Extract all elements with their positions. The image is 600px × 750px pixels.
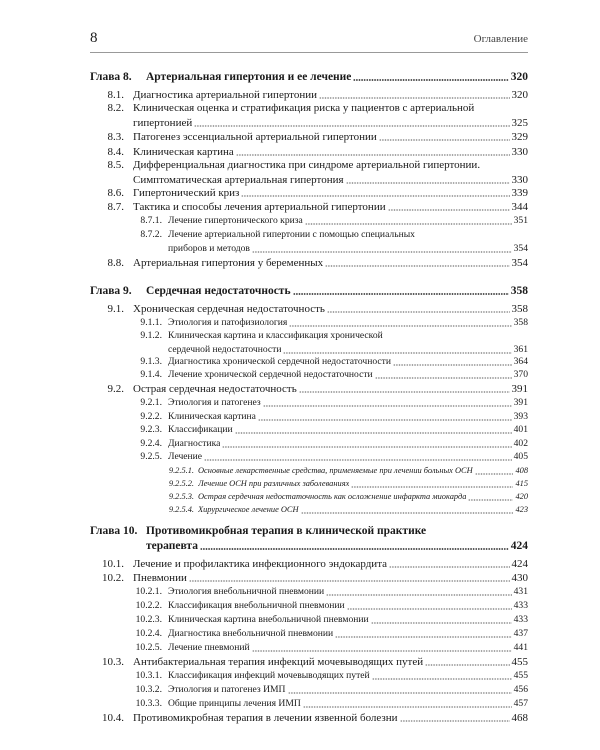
toc-entry[interactable] [168,697,528,711]
toc-entry-title-line: Клиническая оценка и стратификация риска у пациентов с артериальной [133,102,475,114]
dot-leader [468,499,513,501]
entry-title: Классификация внебольничной пневмонии [168,600,345,611]
toc-entry[interactable] [168,683,528,697]
toc-entry[interactable] [133,186,528,200]
toc-entry[interactable] [168,242,528,256]
entry-title: сердечной недостаточности [168,344,282,355]
entry-number: 10.2.3. [135,614,162,625]
page-ref: 402 [513,438,528,449]
toc-entry[interactable] [168,613,528,627]
page-ref: 358 [513,317,528,328]
page-ref: 433 [513,600,528,611]
toc-entry[interactable] [133,88,528,102]
entry-number: 10.3. [102,656,124,668]
entry-number: 8.7. [107,201,124,213]
toc-entry-title-line: Клиническая картина и классификация хронической [168,330,383,341]
dot-leader [299,391,510,393]
page-ref: 358 [511,303,528,315]
entry-number: 9.2.5. [140,451,162,462]
entry-title: Диагностика [168,438,221,449]
page-ref: 441 [513,642,528,653]
chapter-10-heading[interactable] [90,524,426,538]
entry-title: Клиническая картина внебольничной пневмонии [168,614,369,625]
entry-title: Хирургическое лечение ОСН [198,505,299,514]
running-header [90,30,528,48]
chapter-title: Противомикробная терапия в клинической практике [146,525,427,537]
entry-title: Лечение хронической сердечной недостаточности [168,369,373,380]
toc-entry[interactable] [133,173,528,187]
entry-number: 9.2.3. [140,424,162,435]
entry-title: терапевта [146,540,198,552]
entry-number: 10.2.2. [135,600,162,611]
entry-number: 8.7.2. [140,229,162,240]
dot-leader [293,293,509,295]
entry-number: 8.5. [107,159,124,171]
dot-leader [305,223,512,225]
dot-leader [475,473,514,475]
entry-number: 10.4. [102,712,124,724]
entry-title: Сердечная недостаточность [146,285,291,297]
entry-number: 9.1.4. [140,369,162,380]
dot-leader [236,154,510,156]
page-ref: 354 [511,257,528,269]
toc-entry[interactable] [133,382,528,396]
entry-number: 9.2. [107,383,124,395]
toc-entry[interactable] [168,437,528,451]
dot-leader [353,79,508,81]
toc-entry[interactable] [133,711,528,725]
toc-entry-title-line: Лечение артериальной гипертонии с помощью специальных [168,229,415,240]
entry-title: Лечение [168,451,203,462]
entry-number: 10.2. [102,572,124,584]
page-ref: 391 [513,397,528,408]
page-ref: 370 [513,369,528,380]
page-ref: 320 [510,71,528,83]
entry-title: Лечение гипертонического криза [168,215,303,226]
entry-number: 8.3. [107,131,124,143]
dot-leader [235,432,512,434]
entry-title: Противомикробная терапия в лечении язвенной болезни [133,712,398,724]
toc-entry[interactable] [133,145,528,159]
page-ref: 329 [511,131,528,143]
page-number: 8 [90,30,98,46]
dot-leader [389,566,509,568]
entry-number: 9.2.2. [140,411,162,422]
toc-entry[interactable] [133,655,528,669]
entry-title: Гипертонический криз [133,187,240,199]
page-ref: 391 [511,383,528,395]
entry-title: Диагностика артериальной гипертонии [133,89,317,101]
entry-title: Этиология внебольничной пневмонии [168,586,325,597]
entry-title: Этиология и патогенез [168,397,261,408]
entry-number: 9.1.3. [140,356,162,367]
dot-leader [372,678,512,680]
entry-title: Лечение и профилактика инфекционного эндокардита [133,558,388,570]
entry-number: 10.3.3. [135,698,162,709]
dot-leader [252,650,512,652]
toc-entry[interactable] [198,503,528,517]
entry-number: 9.2.5.3. [168,492,194,501]
page-ref: 455 [513,670,528,681]
entry-number: 9.1.1. [140,317,162,328]
entry-number: 8.4. [107,146,124,158]
toc-entry[interactable] [168,627,528,641]
page-ref: 330 [511,146,528,158]
toc-entry[interactable] [133,116,528,130]
page-ref: 431 [513,586,528,597]
header-rule [90,52,528,53]
dot-leader [303,706,512,708]
dot-leader [263,405,512,407]
entry-title: Классификации [168,424,233,435]
entry-number: 10.2.4. [135,628,162,639]
dot-leader [289,325,511,327]
entry-title: Классификация инфекций мочевыводящих путей [168,670,370,681]
dot-leader [400,720,510,722]
entry-title: гипертонией [133,117,193,129]
entry-title: Антибактериальная терапия инфекций мочевыводящих путей [133,656,424,668]
toc-entry[interactable] [168,641,528,655]
entry-number: 8.7.1. [140,215,162,226]
toc-entry-title-line: Дифференциальная диагностика при синдроме артериальной гипертонии. [133,159,481,171]
chapter-label: Глава 9. [90,285,132,297]
chapter-label: Глава 8. [90,71,132,83]
dot-leader [347,608,512,610]
page-ref: 405 [513,451,528,462]
page-ref: 358 [510,285,528,297]
page-ref: 456 [513,684,528,695]
entry-number: 9.2.4. [140,438,162,449]
entry-title: Лечение пневмоний [168,642,250,653]
page-ref: 344 [511,201,528,213]
toc-entry[interactable] [168,599,528,613]
entry-number: 8.2. [107,102,124,114]
toc-entry[interactable] [198,464,528,478]
dot-leader [252,251,512,253]
page-ref: 320 [511,89,528,101]
entry-number: 8.8. [107,257,124,269]
page-ref: 424 [511,558,528,570]
entry-title: Основные лекарственные средства, применяемые при лечении больных ОСН [198,466,473,475]
page-ref: 393 [513,411,528,422]
entry-title: Острая сердечная недостаточность как осложнение инфаркта миокарда [198,492,467,501]
dot-leader [288,692,512,694]
dot-leader [346,182,510,184]
dot-leader [204,459,512,461]
page-ref: 325 [511,117,528,129]
entry-title: Диагностика хронической сердечной недостаточности [168,356,391,367]
entry-title: Этиология и патогенез ИМП [168,684,286,695]
page-ref: 361 [513,344,528,355]
page-ref: 364 [513,356,528,367]
entry-number: 10.3.2. [135,684,162,695]
page-ref: 408 [515,466,528,475]
entry-number: 9.1.2. [140,330,162,341]
toc-entry[interactable] [168,423,528,437]
entry-title: Хроническая сердечная недостаточность [133,303,325,315]
entry-title: Клиническая картина [133,146,234,158]
dot-leader [371,622,512,624]
toc-entry[interactable] [133,571,528,585]
page-ref: 430 [511,572,528,584]
page-ref: 339 [511,187,528,199]
page-ref: 457 [513,698,528,709]
entry-title: Клиническая картина [168,411,256,422]
dot-leader [325,265,509,267]
dot-leader [189,580,510,582]
entry-title: Артериальная гипертония и ее лечение [146,71,352,83]
toc-entry[interactable] [198,477,528,491]
page-ref: 455 [511,656,528,668]
dot-leader [194,125,509,127]
toc-entry[interactable] [168,410,528,424]
entry-number: 10.2.1. [135,586,162,597]
entry-number: 9.1. [107,303,124,315]
dot-leader [241,195,509,197]
entry-title: Симптоматическая артериальная гипертония [133,174,344,186]
page-ref: 468 [511,712,528,724]
entry-number: 9.2.5.4. [168,505,194,514]
dot-leader [258,419,512,421]
chapter-8-heading[interactable] [90,70,528,84]
page-ref: 420 [515,492,528,501]
entry-number: 10.3.1. [135,670,162,681]
dot-leader [375,377,512,379]
page-ref: 351 [513,215,528,226]
dot-leader [351,486,513,488]
dot-leader [200,548,509,550]
page-ref: 354 [513,243,528,254]
toc-entry[interactable] [133,557,528,571]
toc-entry[interactable] [133,256,528,270]
page-ref: 330 [511,174,528,186]
dot-leader [335,636,511,638]
toc-entry[interactable] [133,200,528,214]
entry-title: Лечение ОСН при различных заболеваниях [198,479,350,488]
entry-title: Диагностика внебольничной пневмонии [168,628,334,639]
page-ref: 415 [515,479,528,488]
dot-leader [327,311,510,313]
toc-entry[interactable] [168,669,528,683]
running-header-title: Оглавление [473,33,528,45]
toc-entry[interactable] [168,368,528,382]
dot-leader [425,664,509,666]
entry-title: Этиология и патофизиология [168,317,288,328]
entry-number: 10.2.5. [135,642,162,653]
entry-title: Общие принципы лечения ИМП [168,698,301,709]
toc-entry[interactable] [133,130,528,144]
entry-title: Тактика и способы лечения артериальной гипертонии [133,201,386,213]
toc-entry[interactable] [168,396,528,410]
entry-number: 9.2.5.2. [168,479,194,488]
toc-entry[interactable] [133,302,528,316]
dot-leader [388,209,510,211]
page-ref: 424 [510,540,528,552]
entry-title: приборов и методов [168,243,250,254]
dot-leader [319,97,510,99]
dot-leader [222,446,511,448]
dot-leader [379,139,510,141]
entry-title: Острая сердечная недостаточность [133,383,297,395]
chapter-label: Глава 10. [90,525,138,537]
entry-number: 8.6. [107,187,124,199]
page-ref: 401 [513,424,528,435]
toc-entry[interactable] [168,450,528,464]
entry-number: 9.2.5.1. [168,466,194,475]
entry-title: Патогенез эссенциальной артериальной гипертонии [133,131,377,143]
page-ref: 437 [513,628,528,639]
dot-leader [301,512,514,514]
toc-entry[interactable] [168,214,528,228]
toc-entry[interactable] [168,316,528,330]
dot-leader [393,364,512,366]
dot-leader [283,352,511,354]
toc-entry[interactable] [198,490,528,504]
toc-entry[interactable] [168,585,528,599]
chapter-title-continuation[interactable] [146,539,528,553]
entry-title: Артериальная гипертония у беременных [133,257,324,269]
entry-number: 10.1. [102,558,124,570]
entry-number: 9.2.1. [140,397,162,408]
entry-number: 8.1. [107,89,124,101]
page-ref: 423 [515,505,528,514]
dot-leader [326,594,511,596]
entry-title: Пневмонии [133,572,187,584]
toc-entry[interactable] [168,355,528,369]
chapter-9-heading[interactable] [90,284,528,298]
page-ref: 433 [513,614,528,625]
